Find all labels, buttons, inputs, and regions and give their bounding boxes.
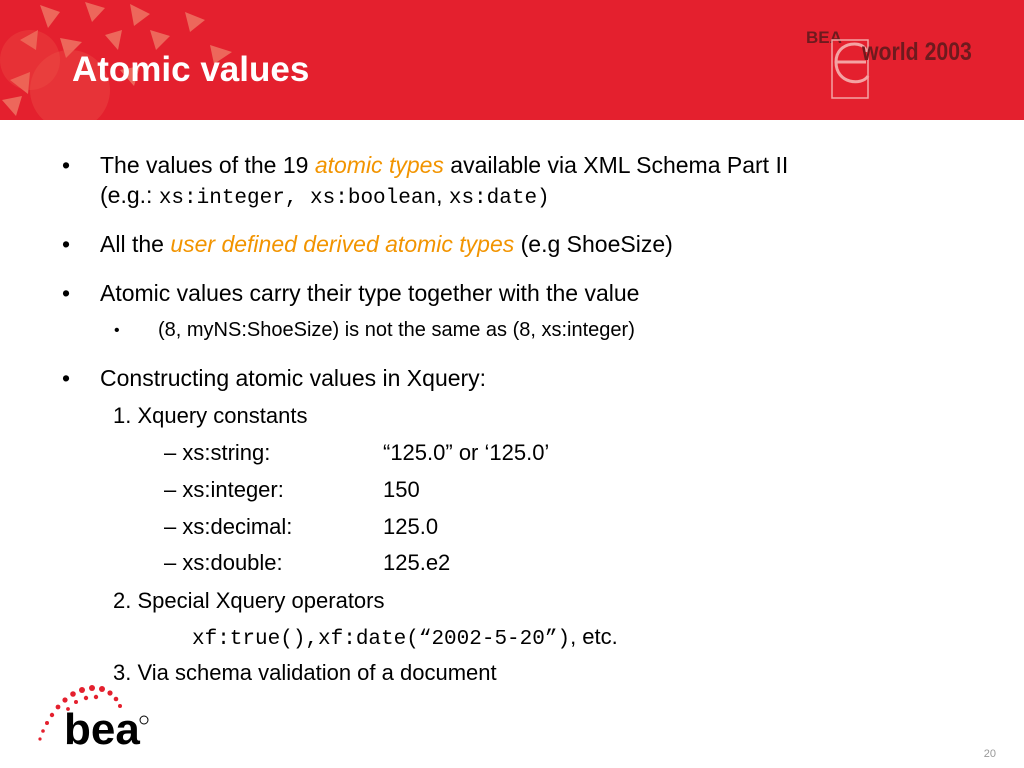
bullet-1-line-2 [100, 182, 550, 210]
bea-logo-swirl-icon [30, 682, 160, 752]
bullet-dot: • [62, 152, 71, 178]
operators-code: xf:true(),xf:date(“2002-5-20”) [192, 628, 571, 651]
event-brand-small: BEA [806, 28, 842, 47]
bullet-2-text: All the [100, 231, 171, 257]
bullet-1-separator: , [436, 182, 449, 208]
bullet-1-line-1 [100, 152, 788, 179]
operators-tail: , etc. [570, 624, 618, 649]
sub-bullet-dot: • [114, 322, 120, 339]
bullet-4: Constructing atomic values in Xquery: [100, 365, 487, 391]
bullet-3: Atomic values carry their type together with the value [100, 280, 640, 306]
bullet-2-highlight: user defined derived atomic types [170, 231, 515, 257]
constant-type: xs:string: [182, 440, 271, 465]
page-number: 20 [983, 748, 996, 760]
bullet-1-text-end: available via XML Schema Part II [443, 152, 789, 178]
constant-row: – xs:integer: [164, 477, 284, 502]
event-name: world 2003 [862, 38, 972, 66]
bullet-3-sub: (8, myNS:ShoeSize) is not the same as (8, xs:integer) [158, 319, 635, 341]
constant-type: xs:double: [182, 550, 283, 575]
bullet-1-code-1: xs:integer, xs:boolean [158, 187, 437, 210]
bullet-dot: • [62, 280, 71, 306]
constant-value: 125.e2 [383, 550, 451, 575]
constant-value: 150 [383, 477, 420, 502]
event-logo [800, 18, 1000, 102]
operators-line [192, 624, 618, 651]
constant-type: xs:integer: [182, 477, 284, 502]
bea-logo [30, 682, 160, 757]
numbered-item-2: 2. Special Xquery operators [113, 588, 385, 613]
constant-row: – xs:decimal: [164, 514, 293, 539]
constant-value: 125.0 [383, 514, 439, 539]
constant-type: xs:decimal: [182, 514, 293, 539]
bullet-2 [100, 231, 673, 258]
bullet-2-text-end: (e.g ShoeSize) [514, 231, 673, 257]
constant-row: – xs:double: [164, 550, 283, 575]
numbered-item-3: 3. Via schema validation of a document [113, 660, 497, 685]
bullet-1-eg: (e.g.: [100, 182, 159, 208]
header-band [0, 0, 1024, 120]
bullet-dot: • [62, 231, 71, 257]
page-title: Atomic values [72, 50, 310, 89]
bullet-1-code-2: xs:date) [448, 187, 550, 210]
constant-row: – xs:string: [164, 440, 271, 465]
numbered-item-1: 1. Xquery constants [113, 403, 308, 428]
bea-logo-text: bea [64, 705, 140, 752]
bullet-dot: • [62, 365, 71, 391]
bullet-1-highlight: atomic types [314, 152, 444, 178]
constant-value: “125.0” or ‘125.0’ [383, 440, 550, 465]
bullet-1-text: The values of the 19 [100, 152, 315, 178]
